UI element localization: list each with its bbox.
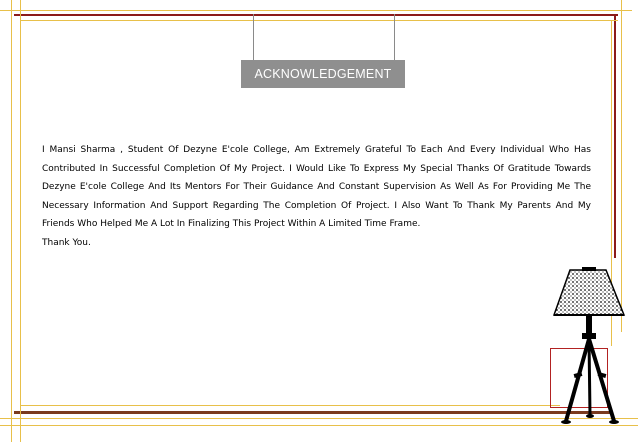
title-hanger-right (394, 14, 395, 61)
page-title: ACKNOWLEDGEMENT (254, 67, 392, 81)
frame-yellow-bottom-inner (20, 405, 560, 406)
frame-yellow-top-outer (0, 10, 632, 11)
title-hanger-left (253, 14, 254, 61)
title-banner (241, 60, 405, 88)
frame-right-border (614, 14, 616, 258)
acknowledgement-paragraph: I Mansi Sharma , Student Of Dezyne E'cole College, Am Extremely Grateful To Each And Every Individual Who Has Contributed In Successful Completion Of My Project. I Would Like To Express My Special Thanks Of Gratitude Towards Dezyne E'cole College And Its Mentors For Their Guidance And Constant Supervision As Well As For Providing Me The Necessary Information And Support Regarding The Completion Of Project. I Also Want To Thank My Parents And My Friends Who Helped Me A Lot In Finalizing This Project Within A Limited Time Frame. (42, 145, 591, 230)
frame-yellow-left-outer (11, 0, 12, 442)
frame-yellow-top-inner (20, 20, 618, 21)
frame-yellow-bottom-outer (0, 418, 638, 419)
closing-text: Thank You. (42, 237, 91, 248)
frame-yellow-bottom-lower (0, 425, 638, 426)
frame-yellow-left-inner (20, 0, 21, 442)
frame-top-border (14, 14, 618, 16)
frame-bottom-border (14, 411, 610, 414)
acknowledgement-body (42, 141, 591, 253)
tripod-floor-lamp-icon (548, 265, 634, 425)
